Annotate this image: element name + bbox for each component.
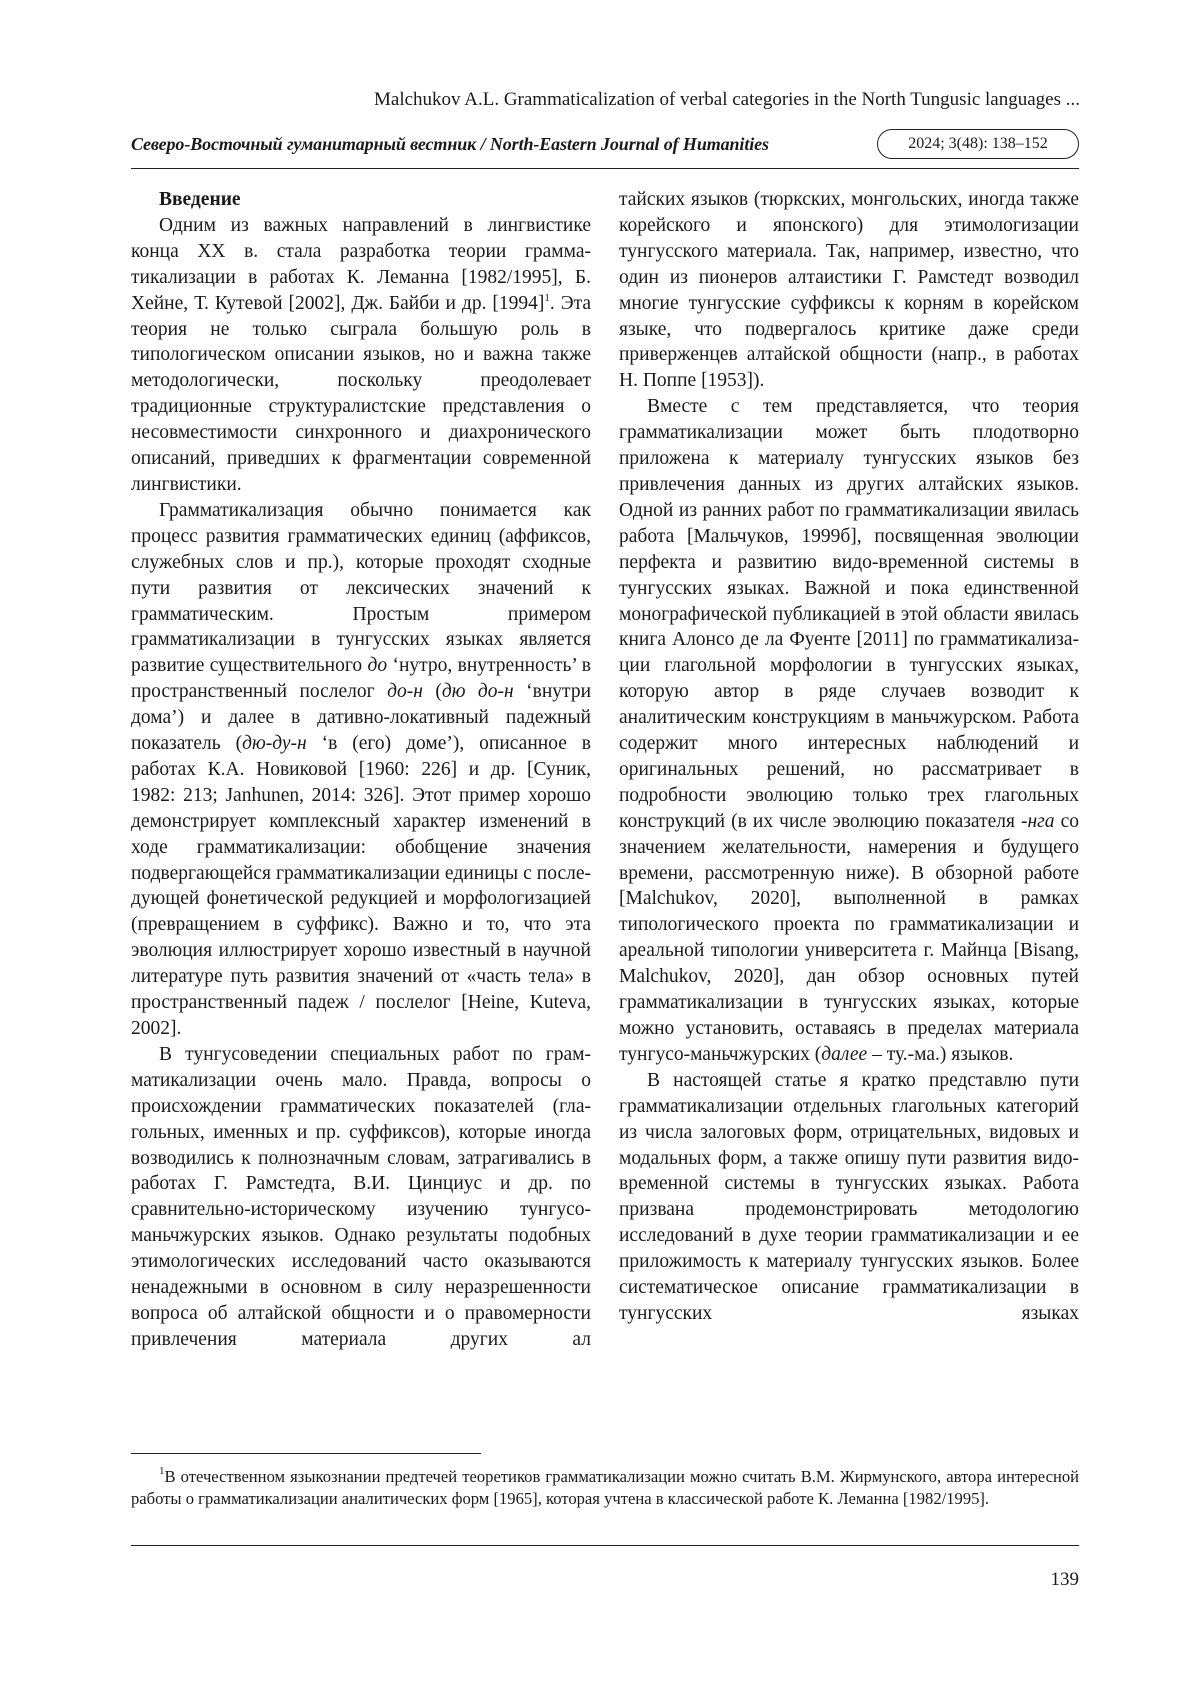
text-run: ‘в (его) доме’), описанное в работах К.А. Новиковой [1960: 226] и др. [Суник, 1982: 213; Janhunen, 2014: 326]. Этот пример хорошо демонстрирует комплексный характер изменений в ходе грамматикализации: обобщение значения подвергающейся грамматикализации единицы с последующей фонетической редукцией и морфологизацией (превращением в суффикс). Важно и то, что эта эволюция иллюстрирует хорошо известный в научной литературе путь развития значений от «часть тела» в пространственный падеж / послелог [Heine, Kuteva, 2002]. [131, 733, 591, 1039]
example-word: далее [821, 1043, 868, 1065]
paragraph: В тунгусоведении специальных работ по грамматикализации очень мало. Правда, вопросы о происхождении грамматических показателей (глагольных, именных и пр. суффиксов), которые иногда возводились к полнозначным словам, затрагивались в работах Г. Рамстедта, В.И. Цинциус и др. по сравнительно-историческому изучению тунгусо-маньчжурских языков. Однако результаты подобных этимологических исследований часто оказываются ненадежными в основном в силу неразрешенности вопроса об алтайской общности и о правомерности привлечения материала других ал [131, 1043, 591, 1350]
journal-title: Северо-Восточный гуманитарный вестник / North-Eastern Journal of Humanities [131, 134, 769, 154]
paragraph [131, 498, 591, 1042]
footnote-mark: 1 [159, 1465, 165, 1477]
text-run: Грамматикализация обычно понимается как процесс развития грамматических единиц (аффиксов, служебных слов и пр.), которые проходят сходные пути развития от лексических значений к грамматическим. Простым примером грамматикализации в тунгусских языках является развитие существительного [131, 499, 591, 677]
section-heading: Введение [159, 189, 241, 210]
example-word: до-н [387, 681, 423, 703]
footnote-ref: 1 [544, 291, 550, 304]
page-number: 139 [1050, 1569, 1079, 1590]
text-run: ‘внутри дома’) и далее в дативно-локативный падежный показатель ( [131, 681, 592, 755]
text-run: со значением желательности, намерения и будущего времени, рассмотренную ниже). В обзорной работе [Malchukov, 2020], выполненной в рамках типологического проекта по грамматикализации и ареальной типологии университета г. Майнца [Bisang, Malchukov, 2020], дан обзор основных путей грамматикализации в тунгусских языках, которые можно установить, оставаясь в пределах материала тунгусо-маньчжурских ( [619, 810, 1080, 1065]
text-run: ( [422, 681, 442, 703]
footnote-rule [131, 1453, 481, 1454]
text-run: Одним из важных направлений в лингвистике конца ХХ в. стала разработка теории грамматикализации в работах К. Леманна [1982/1995], Б. Хейне, Т. Кутевой [2002], Дж. Байби и др. [1994] [131, 214, 591, 314]
paragraph [619, 394, 1079, 1068]
text-run: – ту.-ма.) языков. [867, 1043, 1014, 1065]
running-head: Malchukov A.L. Grammaticalization of verbal categories in the North Tungusic languages ... [374, 89, 1080, 110]
footnote [131, 1466, 1079, 1511]
left-column [131, 187, 591, 1353]
example-word: дю до-н [441, 681, 514, 703]
paragraph: В настоящей статье я кратко представлю пути грамматикализации отдельных глагольных категорий из числа залоговых форм, отрицательных, видовых и модальных форм, а также опишу пути развития видо-временной системы в тунгусских языках. Работа призвана продемонстрировать методологию исследований в духе теории грамматикализации и ее приложимость к материалу тунгусских языков. Более систематическое описание грамматикализации в тунгусских языках [619, 1069, 1079, 1324]
text-run: Вместе с тем представляется, что теория грамматикализации может быть плодотворно приложена к материалу тунгусских языков без привлечения данных из других алтайских языков. Одной из ранних работ по грамматикализации явилась работа [Мальчуков, 1999б], посвященная эволюции перфекта и развитию видо-временной системы в тунгусских языках. Важной и пока единственной монографической публикацией в этой области явилась книга Алонсо де ла Фуенте [2011] по грамматикализации глагольной морфологии в тунгусских языках, которую автор в ряде случаев возводит к аналитическим конструкциям в маньчжурском. Работа содержит много интересных наблюдений и оригинальных решений, но рассматривает в подробности эволюцию только трех глагольных конструкций (в их числе эволюцию показателя [619, 396, 1079, 832]
bottom-rule [131, 1545, 1079, 1546]
header-rule [131, 168, 1079, 169]
journal-line [131, 129, 1079, 161]
footnote-body: В отечественном языкознании предтечей теоретиков грамматикализации можно считать В.М. Жирмунского, автора интересной работы о грамматикализации аналитических форм [1965], которая учтена в классической работе К. Леманна [1982/1995]. [131, 1467, 1079, 1509]
footnote-text [131, 1466, 1079, 1511]
text-run: . Эта теория не только сыграла большую роль в типологическом описании языков, но и важна также методологически, поскольку преодолевает традиционные структуралистские представления о несовместимости синхронного и диахронического описаний, приведших к фрагментации современной лингвистики. [131, 292, 591, 495]
paragraph [131, 213, 591, 498]
paragraph: тайских языков (тюркских, монгольских, иногда также корейского и японского) для этимологизации тунгусского материала. Так, например, известно, что один из пионеров алтаистики Г. Рамстедт возводил многие тунгусские суффиксы к корням в корейском языке, что подвергалось критике даже среди приверженцев алтайской общности (напр., в работах Н. Поппе [1953]). [619, 189, 1079, 392]
example-word: до [367, 655, 388, 677]
right-column [619, 187, 1079, 1327]
example-word: дю-ду-н [242, 733, 307, 755]
example-word: -нга [1021, 810, 1055, 832]
text-run: ‘нутро, внутренность’ в пространственный послелог [131, 655, 591, 703]
issue-badge: 2024; 3(48): 138–152 [877, 129, 1079, 159]
